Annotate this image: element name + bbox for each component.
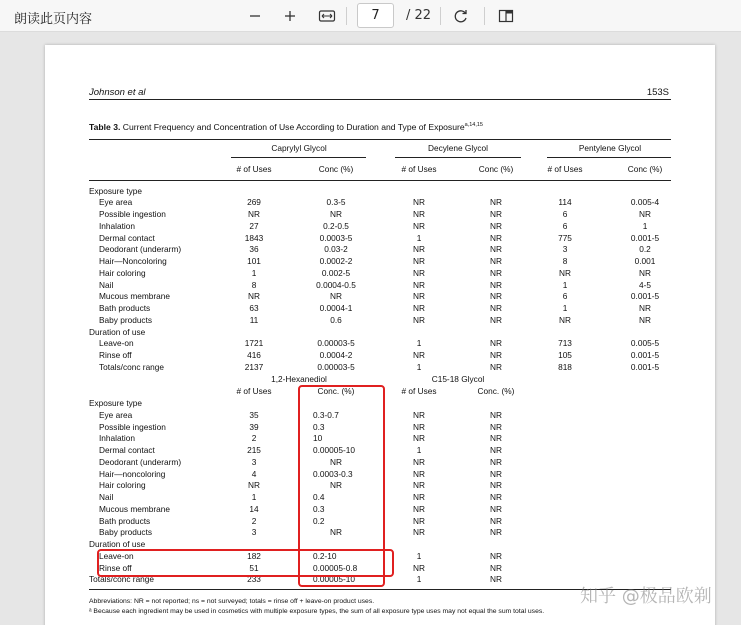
table-cell: 0.005-5	[630, 338, 660, 349]
table-cell: NR	[413, 492, 425, 502]
table-cell: NR	[490, 562, 502, 573]
row-label: Baby products	[99, 314, 153, 325]
table-cell: 0.3	[313, 503, 325, 514]
row-label: Inhalation	[99, 220, 135, 231]
table-footnote-refs: a,14,15	[464, 122, 483, 128]
table-cell: 182	[247, 550, 261, 561]
table-cell: NR	[490, 220, 502, 231]
table-cell: NR	[490, 291, 502, 302]
table-cell: 1	[562, 279, 568, 290]
table-cell: 2137	[244, 361, 264, 372]
table-cell: 3	[251, 527, 257, 538]
minus-icon	[248, 9, 262, 23]
table-cell: NR	[413, 291, 425, 302]
table-cell: 1721	[244, 338, 264, 349]
row-label: Bath products	[99, 515, 151, 526]
row-label: Totals/conc range	[89, 574, 155, 585]
table-cell: 713	[558, 338, 572, 349]
table-cell: NR	[490, 409, 502, 420]
column-header: # of Uses	[547, 164, 583, 174]
table-cell: 0.00003-5	[317, 361, 355, 372]
table-cell: NR	[413, 244, 425, 255]
row-label: Leave-on	[99, 338, 134, 349]
watermark: 知乎 @极品欧剃	[580, 586, 712, 607]
table-cell: NR	[490, 197, 502, 208]
table-cell: NR	[248, 209, 260, 219]
header-rule	[89, 99, 671, 100]
page-total: / 22	[406, 8, 432, 23]
footnote-abbreviations: Abbreviations: NR = not reported; ns = not surveyed; totals = rinse off + leave-on product uses.	[89, 598, 375, 605]
row-label: Hair—noncoloring	[99, 468, 166, 479]
table-cell: 0.001-5	[630, 291, 660, 302]
column-header: Conc. (%)	[317, 386, 355, 396]
table-cell: 0.2	[313, 515, 325, 526]
table-cell: NR	[490, 421, 502, 432]
row-label: Rinse off	[99, 350, 132, 360]
table-cell: 39	[249, 421, 259, 432]
table-cell: 0.001-5	[630, 232, 660, 243]
table-cell: NR	[330, 527, 342, 538]
group-header: C15-18 Glycol	[431, 374, 485, 384]
page-view-icon	[498, 8, 514, 24]
table-cell: 1	[416, 338, 422, 349]
row-label: Duration of use	[89, 539, 146, 549]
table-cell: NR	[639, 314, 651, 325]
table-cell: 0.00005-0.8	[313, 562, 358, 573]
table-cell: NR	[490, 279, 502, 290]
table-cell: 1	[562, 303, 568, 313]
table-cell: 0.3-5	[326, 197, 346, 208]
table-cell: 1	[642, 220, 648, 231]
table-cell: NR	[413, 515, 425, 526]
column-header: Conc (%)	[627, 164, 663, 174]
table-cell: 35	[249, 409, 259, 420]
table-cell: 0.3	[313, 421, 325, 432]
table-caption	[89, 122, 483, 132]
row-label: Hair—Noncoloring	[99, 256, 167, 266]
column-header: Conc (%)	[478, 164, 514, 174]
row-label: Duration of use	[89, 326, 146, 337]
row-label: Possible ingestion	[99, 421, 166, 432]
table-cell: 0.0004-1	[319, 303, 353, 313]
table-cell: NR	[490, 244, 502, 255]
table-cell: 6	[562, 291, 568, 302]
table-cell: NR	[639, 303, 651, 313]
plus-icon	[283, 9, 297, 23]
table-cell: 0.0004-0.5	[316, 279, 356, 290]
table-cell: NR	[330, 480, 342, 491]
table-cell: 0.0002-2	[319, 256, 353, 266]
row-label: Nail	[99, 492, 114, 502]
table-cell: 0.001	[634, 256, 656, 266]
table-cell: NR	[490, 361, 502, 372]
table-cell: NR	[413, 468, 425, 479]
group-header: Decylene Glycol	[428, 143, 488, 153]
table-cell: 8	[251, 279, 257, 290]
table-cell: NR	[413, 303, 425, 313]
table-cell: 0.6	[330, 314, 342, 325]
table-cell: NR	[490, 433, 502, 444]
row-label: Deodorant (underarm)	[99, 456, 182, 467]
table-cell: NR	[490, 232, 502, 243]
table-cell: NR	[639, 267, 651, 278]
table-cell: 0.002-5	[321, 267, 351, 278]
table-cell: 0.2	[639, 244, 651, 255]
table-cell: 0.3-0.7	[313, 409, 339, 420]
row-label: Baby products	[99, 527, 153, 538]
column-header: # of Uses	[401, 386, 437, 396]
table-cell: NR	[490, 492, 502, 502]
group-rule	[547, 157, 671, 158]
table-cell: NR	[413, 421, 425, 432]
row-label: Deodorant (underarm)	[99, 244, 182, 255]
table-cell: 3	[251, 456, 257, 467]
row-label: Inhalation	[99, 433, 135, 444]
table-cell: NR	[413, 562, 425, 573]
read-aloud-button[interactable]: 朗读此页内容	[14, 12, 93, 27]
table-cell: 0.2-10	[313, 550, 337, 561]
column-header: # of Uses	[236, 386, 272, 396]
table-cell: 1	[416, 232, 422, 243]
table-cell: 10	[313, 433, 323, 444]
table-cell: 1843	[244, 232, 264, 243]
pdf-toolbar	[0, 0, 741, 32]
table-cell: 8	[562, 256, 568, 266]
zoom-in-button[interactable]	[280, 6, 300, 26]
row-label: Dermal contact	[99, 445, 155, 455]
highlight-box-leave-on-rinse-off	[97, 549, 394, 577]
table-cell: NR	[330, 456, 342, 467]
table-cell: NR	[490, 350, 502, 360]
table-cell: NR	[559, 314, 571, 325]
column-header: # of Uses	[401, 164, 437, 174]
table-cell: NR	[490, 445, 502, 455]
table-cell: NR	[490, 480, 502, 491]
group-header: 1,2-Hexanediol	[271, 374, 327, 384]
table-cell: 27	[249, 220, 259, 231]
fit-width-button[interactable]	[317, 6, 337, 26]
rotate-button[interactable]	[451, 6, 471, 26]
table-cell: NR	[490, 503, 502, 514]
row-label: Nail	[99, 279, 114, 290]
group-rule	[231, 157, 366, 158]
table-cell: NR	[490, 468, 502, 479]
table-cell: 1	[416, 361, 422, 372]
table-cell: NR	[490, 314, 502, 325]
table-cell: 1	[251, 267, 257, 278]
row-label: Mucous membrane	[99, 503, 171, 514]
row-label: Mucous membrane	[99, 291, 171, 302]
table-cell: 0.001-5	[630, 350, 660, 360]
row-label: Hair coloring	[99, 480, 146, 491]
table-cell: 4	[251, 468, 257, 479]
row-label: Hair coloring	[99, 267, 146, 278]
table-cell: 114	[558, 197, 572, 208]
table-cell: 6	[562, 220, 568, 231]
table-cell: NR	[413, 503, 425, 514]
table-cell: NR	[413, 480, 425, 491]
table-cell: 818	[558, 361, 572, 372]
toolbar-separator	[440, 7, 441, 25]
table-cell: NR	[330, 209, 342, 219]
row-label: Bath products	[99, 303, 151, 313]
table-cell: 233	[247, 574, 261, 585]
table-cell: 11	[249, 314, 259, 325]
table-cell: 14	[249, 503, 259, 514]
table-cell: NR	[413, 409, 425, 420]
table-cell: NR	[490, 256, 502, 266]
table-cell: 0.001-5	[630, 361, 660, 372]
table-cell: NR	[413, 267, 425, 278]
table-cell: 1	[416, 574, 422, 585]
toolbar-separator	[484, 7, 485, 25]
table-cell: 1	[416, 445, 422, 455]
column-header: Conc (%)	[318, 164, 354, 174]
table-cell: NR	[490, 456, 502, 467]
table-title: Current Frequency and Concentration of Use According to Duration and Type of Exposure	[120, 122, 465, 132]
row-label: Totals/conc range	[99, 361, 165, 372]
table-cell: 1	[416, 550, 422, 561]
row-label: Exposure type	[89, 398, 143, 408]
group-rule	[395, 157, 521, 158]
table-cell: 6	[562, 209, 568, 219]
pdf-page	[45, 45, 715, 625]
table-cell: 105	[558, 350, 572, 360]
page-view-button[interactable]	[496, 6, 516, 26]
table-cell: 101	[247, 256, 261, 266]
table-cell: NR	[490, 209, 502, 219]
table-cell: NR	[559, 267, 571, 278]
running-header-authors: Johnson et al	[89, 87, 146, 98]
table-cell: NR	[490, 267, 502, 278]
column-header: # of Uses	[236, 164, 272, 174]
table-cell: 269	[247, 197, 261, 208]
row-label: Exposure type	[89, 185, 143, 196]
table-cell: 3	[562, 244, 568, 255]
table-cell: 775	[558, 232, 572, 243]
table-cell: 0.0003-0.3	[313, 468, 353, 479]
row-label: Eye area	[99, 197, 133, 208]
table-cell: 0.0004-2	[319, 350, 353, 360]
table-cell: 51	[249, 562, 259, 573]
table-cell: 63	[249, 303, 259, 313]
table-cell: NR	[413, 256, 425, 266]
table-label: Table 3.	[89, 122, 121, 132]
table-cell: NR	[413, 279, 425, 290]
table-cell: 0.03-2	[324, 244, 348, 255]
group-header: Pentylene Glycol	[578, 143, 642, 153]
footnote-a: ᵃ Because each ingredient may be used in cosmetics with multiple exposure types, the sum of all exposure type uses may not equal the sum total uses.	[89, 608, 545, 615]
table-cell: 0.00005-10	[313, 445, 355, 455]
fit-width-icon	[318, 9, 336, 23]
table-cell: NR	[490, 515, 502, 526]
row-label: Rinse off	[99, 562, 132, 573]
row-label: Leave-on	[99, 550, 134, 561]
table-top-rule	[89, 139, 671, 140]
column-header: Conc. (%)	[477, 386, 515, 396]
running-header-page: 153S	[646, 87, 669, 98]
table-cell: 0.00005-10	[313, 574, 355, 585]
table-cell: NR	[490, 527, 502, 538]
table-cell: NR	[248, 480, 260, 491]
table-cell: NR	[490, 574, 502, 585]
table-cell: NR	[490, 338, 502, 349]
row-label: Possible ingestion	[99, 209, 166, 219]
table-cell: 416	[247, 350, 261, 360]
table-cell: 0.0003-5	[319, 232, 353, 243]
table-cell: NR	[330, 291, 342, 302]
page-number-input[interactable]: 7	[357, 3, 394, 28]
zoom-out-button[interactable]	[245, 6, 265, 26]
table-cell: 2	[251, 515, 257, 526]
table-cell: NR	[490, 303, 502, 313]
table-cell: 215	[247, 445, 261, 455]
table-cell: NR	[413, 197, 425, 208]
table-cell: NR	[413, 209, 425, 219]
group-header: Caprylyl Glycol	[271, 143, 327, 153]
table-cell: NR	[413, 527, 425, 538]
rotate-icon	[453, 8, 469, 24]
table-cell: NR	[413, 433, 425, 444]
table-cell: NR	[248, 291, 260, 302]
table-cell: NR	[413, 350, 425, 360]
table-cell: 2	[251, 433, 257, 444]
table-cell: 4-5	[639, 279, 651, 290]
table-cell: 0.00003-5	[317, 338, 355, 349]
row-label: Dermal contact	[99, 232, 155, 243]
table-cell: NR	[413, 220, 425, 231]
table-cell: 0.2-0.5	[323, 220, 349, 231]
table-cell: NR	[413, 314, 425, 325]
table-cell: 0.4	[313, 492, 325, 502]
table-cell: 1	[251, 492, 257, 502]
toolbar-separator	[346, 7, 347, 25]
table-cell: 36	[249, 244, 259, 255]
table-cell: NR	[413, 456, 425, 467]
table-cell: 0.005-4	[630, 197, 660, 208]
table-cell: NR	[639, 209, 651, 219]
table-cell: NR	[490, 550, 502, 561]
header-bottom-rule	[89, 180, 671, 181]
row-label: Eye area	[99, 409, 133, 420]
